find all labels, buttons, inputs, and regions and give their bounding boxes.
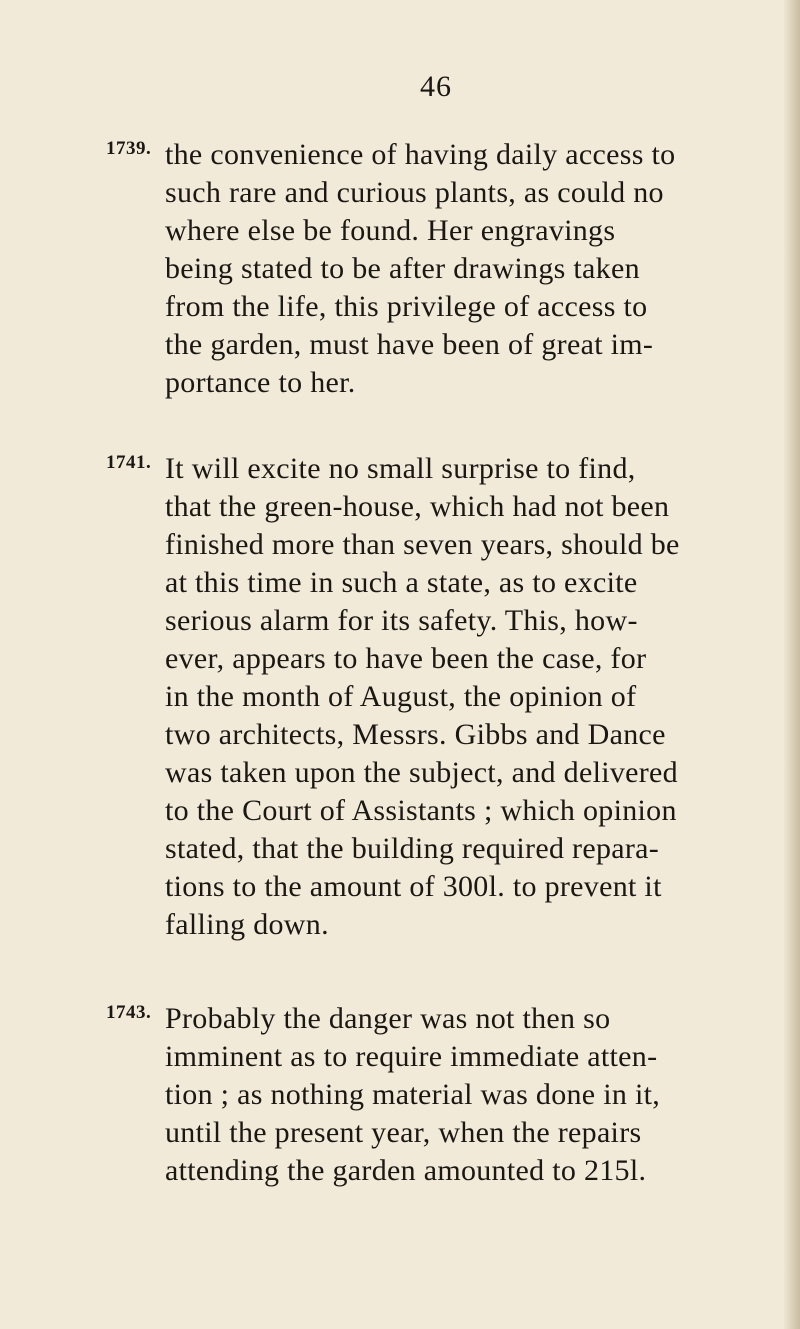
text-line: such rare and curious plants, as could no: [165, 176, 664, 209]
text-line: imminent as to require immediate atten-: [165, 1040, 658, 1073]
text-line: falling down.: [165, 908, 329, 941]
text-line: to the Court of Assistants ; which opinion: [165, 794, 677, 827]
year-marker: 1743.: [106, 1002, 152, 1023]
text-line: tion ; as nothing material was done in it,: [165, 1078, 661, 1111]
text-line: from the life, this privilege of access to: [165, 290, 648, 323]
text-line: two architects, Messrs. Gibbs and Dance: [165, 718, 666, 751]
year-marker: 1741.: [106, 452, 152, 473]
text-line: in the month of August, the opinion of: [165, 680, 637, 713]
page-number: 46: [420, 70, 452, 103]
text-line: Probably the danger was not then so: [165, 1002, 611, 1035]
text-line: the convenience of having daily access to: [165, 138, 676, 171]
text-line: serious alarm for its safety. This, how-: [165, 604, 638, 637]
text-line: that the green-house, which had not been: [165, 490, 670, 523]
text-line: the garden, must have been of great im-: [165, 328, 654, 361]
page-edge-shadow: [784, 0, 800, 1329]
text-line: until the present year, when the repairs: [165, 1116, 642, 1149]
text-line: was taken upon the subject, and delivered: [165, 756, 678, 789]
text-line: ever, appears to have been the case, for: [165, 642, 647, 675]
text-line: at this time in such a state, as to excite: [165, 566, 638, 599]
text-line: portance to her.: [165, 366, 356, 399]
text-line: finished more than seven years, should be: [165, 528, 680, 561]
year-marker: 1739.: [106, 138, 152, 159]
text-line: attending the garden amounted to 215l.: [165, 1154, 647, 1187]
text-line: It will excite no small surprise to find,: [165, 452, 636, 485]
text-line: being stated to be after drawings taken: [165, 252, 640, 285]
text-line: stated, that the building required repara-: [165, 832, 660, 865]
text-line: where else be found. Her engravings: [165, 214, 616, 247]
text-line: tions to the amount of 300l. to prevent it: [165, 870, 662, 903]
